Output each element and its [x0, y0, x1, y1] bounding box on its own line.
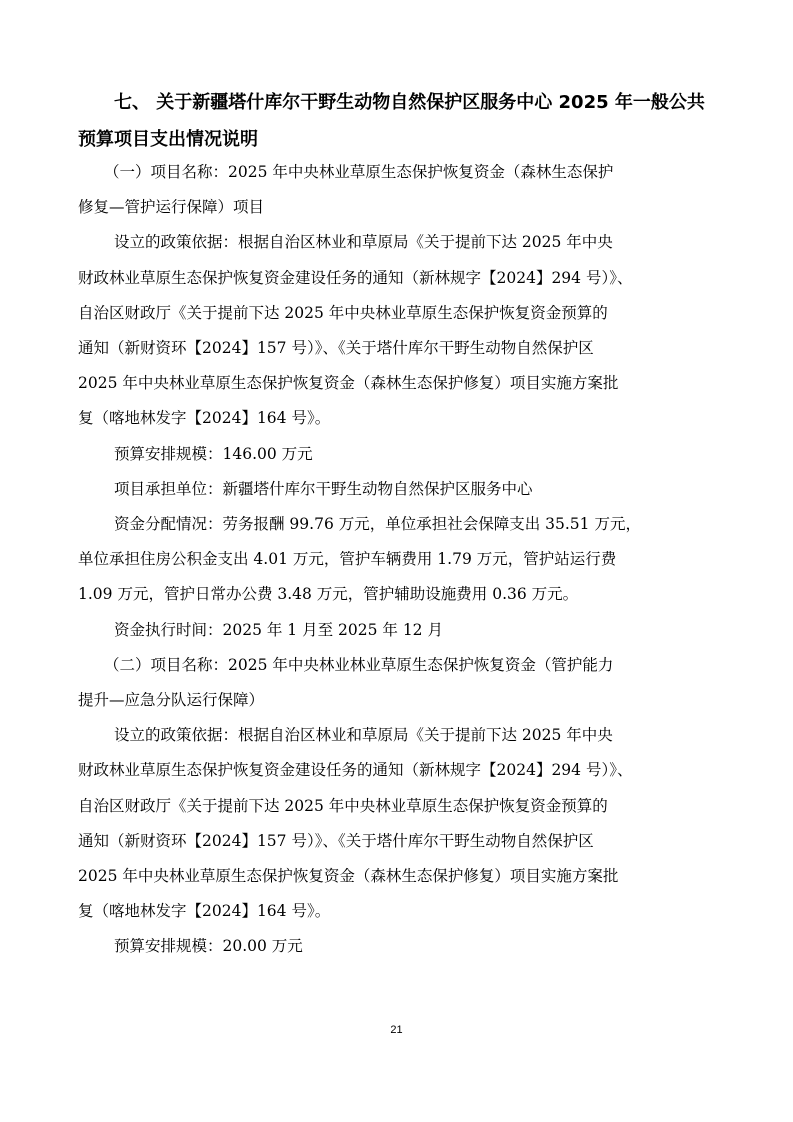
text-line: 设立的政策依据：根据自治区林业和草原局《关于提前下达 2025 年中央 — [114, 233, 613, 252]
text-line: （一）项目名称：2025 年中央林业草原生态保护恢复资金（森林生态保护 — [104, 163, 614, 181]
text-line: 设立的政策依据：根据自治区林业和草原局《关于提前下达 2025 年中央 — [114, 726, 613, 745]
text-line: 财政林业草原生态保护恢复资金建设任务的通知（新林规字【2024】294 号）》、 — [78, 268, 633, 287]
text-line: 项目承担单位：新疆塔什库尔干野生动物自然保护区服务中心 — [114, 479, 533, 498]
page-number: 21 — [390, 1024, 403, 1036]
project1-period — [78, 613, 718, 648]
text-line: 预算安排规模：146.00 万元 — [114, 444, 313, 463]
text-line: 复（喀地林发字【2024】164 号》。 — [78, 409, 331, 428]
document-body — [78, 155, 718, 965]
section-heading-line: 预算项目支出情况说明 — [78, 129, 258, 150]
project1-allocation — [78, 507, 718, 613]
text-line: 财政林业草原生态保护恢复资金建设任务的通知（新林规字【2024】294 号）》、 — [78, 761, 633, 780]
text-line: 2025 年中央林业草原生态保护恢复资金（森林生态保护修复）项目实施方案批 — [78, 867, 619, 886]
text-line: 1.09 万元，管护日常办公费 3.48 万元，管护辅助设施费用 0.36 万元。 — [78, 585, 579, 604]
project1-policy-basis — [78, 225, 718, 436]
project2-budget — [78, 929, 718, 964]
project1-unit — [78, 472, 718, 507]
text-line: 单位承担住房公积金支出 4.01 万元，管护车辆费用 1.79 万元，管护站运行费 — [78, 550, 617, 569]
project1-name — [78, 155, 718, 225]
text-line: 资金执行时间：2025 年 1 月至 2025 年 12 月 — [114, 620, 443, 639]
text-line: 资金分配情况：劳务报酬 99.76 万元，单位承担社会保障支出 35.51 万元， — [114, 515, 641, 534]
text-line: 通知（新财资环【2024】157 号）》、《关于塔什库尔干野生动物自然保护区 — [78, 339, 594, 358]
section-heading — [78, 84, 718, 158]
project2-name — [78, 648, 718, 718]
text-line: 提升—应急分队运行保障） — [78, 691, 265, 710]
text-line: 自治区财政厅《关于提前下达 2025 年中央林业草原生态保护恢复资金预算的 — [78, 796, 608, 815]
text-line: （二）项目名称：2025 年中央林业林业草原生态保护恢复资金（管护能力 — [104, 655, 614, 674]
project2-policy-basis — [78, 718, 718, 929]
text-line: 预算安排规模：20.00 万元 — [114, 937, 303, 956]
text-line: 复（喀地林发字【2024】164 号》。 — [78, 902, 331, 921]
text-line: 通知（新财资环【2024】157 号）》、《关于塔什库尔干野生动物自然保护区 — [78, 831, 594, 850]
text-line: 2025 年中央林业草原生态保护恢复资金（森林生态保护修复）项目实施方案批 — [78, 374, 619, 393]
project1-budget — [78, 437, 718, 472]
text-line: 自治区财政厅《关于提前下达 2025 年中央林业草原生态保护恢复资金预算的 — [78, 303, 608, 322]
text-line: 修复—管护运行保障）项目 — [78, 198, 265, 217]
section-heading-line: 七、 关于新疆塔什库尔干野生动物自然保护区服务中心 2025 年一般公共 — [114, 92, 705, 113]
